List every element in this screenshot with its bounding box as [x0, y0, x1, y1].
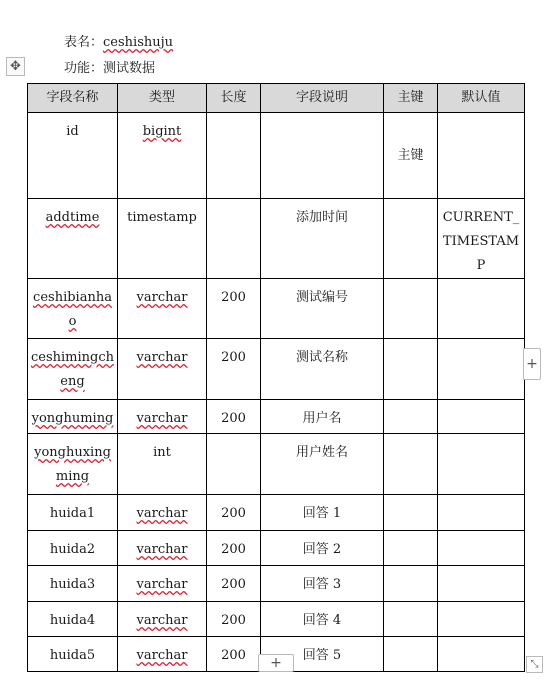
cell-length-text: 200	[221, 506, 246, 521]
cell-primary-key[interactable]	[384, 339, 438, 400]
cell-description-text: 回答 3	[302, 577, 342, 592]
cell-description[interactable]	[261, 602, 384, 637]
cell-primary-key[interactable]	[384, 531, 438, 566]
cell-default[interactable]	[438, 531, 525, 566]
cell-type[interactable]	[118, 434, 207, 495]
cell-length[interactable]	[207, 434, 261, 495]
cell-default[interactable]	[438, 602, 525, 637]
cell-type-text: varchar	[136, 350, 188, 365]
cell-primary-key[interactable]	[384, 279, 438, 339]
cell-description[interactable]	[261, 113, 384, 199]
cell-default[interactable]	[438, 199, 525, 279]
cell-primary-key[interactable]	[384, 602, 438, 637]
cell-length-text: 200	[221, 290, 246, 305]
cell-length-text: 200	[221, 648, 246, 663]
cell-description[interactable]	[261, 339, 384, 400]
cell-field-name-text: huida2	[49, 542, 96, 557]
add-column-button[interactable]: +	[523, 348, 541, 380]
cell-default[interactable]	[438, 113, 525, 199]
cell-field-name-text: addtime	[45, 210, 100, 225]
cell-field-name-text: huida3	[49, 577, 96, 592]
table-row	[28, 279, 525, 339]
cell-field-name[interactable]	[28, 434, 118, 495]
cell-length[interactable]	[207, 339, 261, 400]
function-line	[64, 57, 155, 76]
cell-length-text: 200	[221, 542, 246, 557]
cell-field-name-text: ceshibianhao	[33, 290, 112, 329]
cell-length[interactable]	[207, 637, 261, 672]
header-default: 默认值	[438, 84, 525, 113]
cell-default-text: CURRENT_TIMESTAMP	[442, 210, 520, 273]
cell-type-text: varchar	[136, 542, 188, 557]
function-label: 功能：	[64, 61, 104, 76]
cell-length[interactable]	[207, 602, 261, 637]
cell-field-name[interactable]	[28, 199, 118, 279]
cell-description-text: 测试名称	[295, 350, 348, 365]
header-row	[28, 84, 525, 113]
cell-length-text: 200	[221, 411, 246, 426]
cell-length[interactable]	[207, 495, 261, 531]
cell-description-text: 回答 2	[302, 542, 342, 557]
cell-default[interactable]	[438, 495, 525, 531]
cell-type-text: timestamp	[127, 210, 197, 225]
table-resize-handle-icon[interactable]: ⤡	[526, 656, 543, 673]
cell-primary-key[interactable]	[384, 495, 438, 531]
cell-type-text: varchar	[136, 577, 188, 592]
cell-default[interactable]	[438, 400, 525, 434]
cell-length[interactable]	[207, 566, 261, 602]
cell-primary-key[interactable]	[384, 400, 438, 434]
cell-type-text: int	[153, 445, 171, 460]
cell-length[interactable]	[207, 531, 261, 566]
cell-length[interactable]	[207, 400, 261, 434]
cell-field-name-text: ceshimingcheng	[31, 350, 115, 389]
cell-description-text: 回答 5	[302, 648, 342, 663]
cell-default[interactable]	[438, 434, 525, 495]
cell-type[interactable]	[118, 602, 207, 637]
cell-description[interactable]	[261, 495, 384, 531]
table-row	[28, 531, 525, 566]
cell-field-name[interactable]	[28, 339, 118, 400]
cell-field-name-text: yonghuming	[31, 411, 114, 426]
cell-field-name[interactable]	[28, 566, 118, 602]
table-row	[28, 602, 525, 637]
function-value: 测试数据	[103, 61, 156, 76]
cell-description-text: 回答 4	[302, 613, 342, 628]
cell-type-text: bigint	[142, 124, 182, 139]
cell-field-name-text: yonghuxingming	[34, 445, 111, 484]
cell-type-text: varchar	[136, 290, 188, 305]
table-row	[28, 495, 525, 531]
cell-description[interactable]	[261, 434, 384, 495]
cell-description[interactable]	[261, 199, 384, 279]
cell-primary-key[interactable]	[384, 566, 438, 602]
header-primary-key: 主键	[384, 84, 438, 113]
cell-field-name-text: huida5	[49, 648, 96, 663]
cell-field-name[interactable]	[28, 400, 118, 434]
cell-field-name[interactable]	[28, 495, 118, 531]
cell-type-text: varchar	[136, 648, 188, 663]
table-name-line	[64, 31, 173, 50]
header-field-name: 字段名称	[28, 84, 118, 113]
header-type: 类型	[118, 84, 207, 113]
cell-description-text: 添加时间	[295, 210, 348, 225]
cell-length-text: 200	[221, 577, 246, 592]
cell-field-name-text: huida1	[49, 506, 96, 521]
table-name-value: ceshishuju	[103, 35, 174, 50]
cell-field-name[interactable]	[28, 637, 118, 672]
table-row	[28, 400, 525, 434]
cell-type[interactable]	[118, 199, 207, 279]
cell-type-text: varchar	[136, 411, 188, 426]
cell-type[interactable]	[118, 279, 207, 339]
cell-description[interactable]	[261, 566, 384, 602]
cell-type[interactable]	[118, 339, 207, 400]
cell-type[interactable]	[118, 400, 207, 434]
cell-field-name[interactable]	[28, 531, 118, 566]
cell-type[interactable]	[118, 531, 207, 566]
cell-primary-key-text: 主键	[397, 147, 424, 163]
table-name-label: 表名：	[64, 35, 104, 50]
add-row-button[interactable]: +	[258, 654, 294, 672]
table-row	[28, 339, 525, 400]
cell-field-name[interactable]	[28, 279, 118, 339]
cell-length-text: 200	[221, 613, 246, 628]
cell-default[interactable]	[438, 339, 525, 400]
cell-field-name-text: id	[66, 124, 79, 139]
cell-field-name-text: huida4	[49, 613, 96, 628]
cell-type[interactable]	[118, 495, 207, 531]
header-description: 字段说明	[261, 84, 384, 113]
table-row	[28, 199, 525, 279]
cell-description[interactable]	[261, 400, 384, 434]
cell-length-text: 200	[221, 350, 246, 365]
cell-field-name[interactable]	[28, 602, 118, 637]
cell-description-text: 用户姓名	[295, 445, 348, 460]
cell-type-text: varchar	[136, 506, 188, 521]
cell-length[interactable]	[207, 199, 261, 279]
cell-description-text: 用户名	[302, 411, 342, 426]
cell-description[interactable]	[261, 531, 384, 566]
cell-length[interactable]	[207, 113, 261, 199]
table-row	[28, 434, 525, 495]
cell-field-name[interactable]	[28, 113, 118, 199]
table-body	[28, 113, 525, 672]
cell-length[interactable]	[207, 279, 261, 339]
cell-description-text: 回答 1	[302, 506, 342, 521]
cell-default[interactable]	[438, 566, 525, 602]
cell-type-text: varchar	[136, 613, 188, 628]
cell-primary-key[interactable]	[384, 637, 438, 672]
cell-default[interactable]	[438, 637, 525, 672]
cell-default[interactable]	[438, 279, 525, 339]
field-table	[27, 83, 525, 672]
cell-primary-key[interactable]	[384, 434, 438, 495]
table-row	[28, 113, 525, 199]
table-row	[28, 566, 525, 602]
table-move-handle-icon[interactable]: ✥	[6, 57, 25, 76]
cell-description[interactable]	[261, 279, 384, 339]
header-length: 长度	[207, 84, 261, 113]
cell-type[interactable]	[118, 637, 207, 672]
cell-primary-key[interactable]	[384, 199, 438, 279]
cell-description-text: 测试编号	[295, 290, 348, 305]
cell-type[interactable]	[118, 113, 207, 199]
cell-primary-key[interactable]	[384, 113, 438, 199]
cell-type[interactable]	[118, 566, 207, 602]
